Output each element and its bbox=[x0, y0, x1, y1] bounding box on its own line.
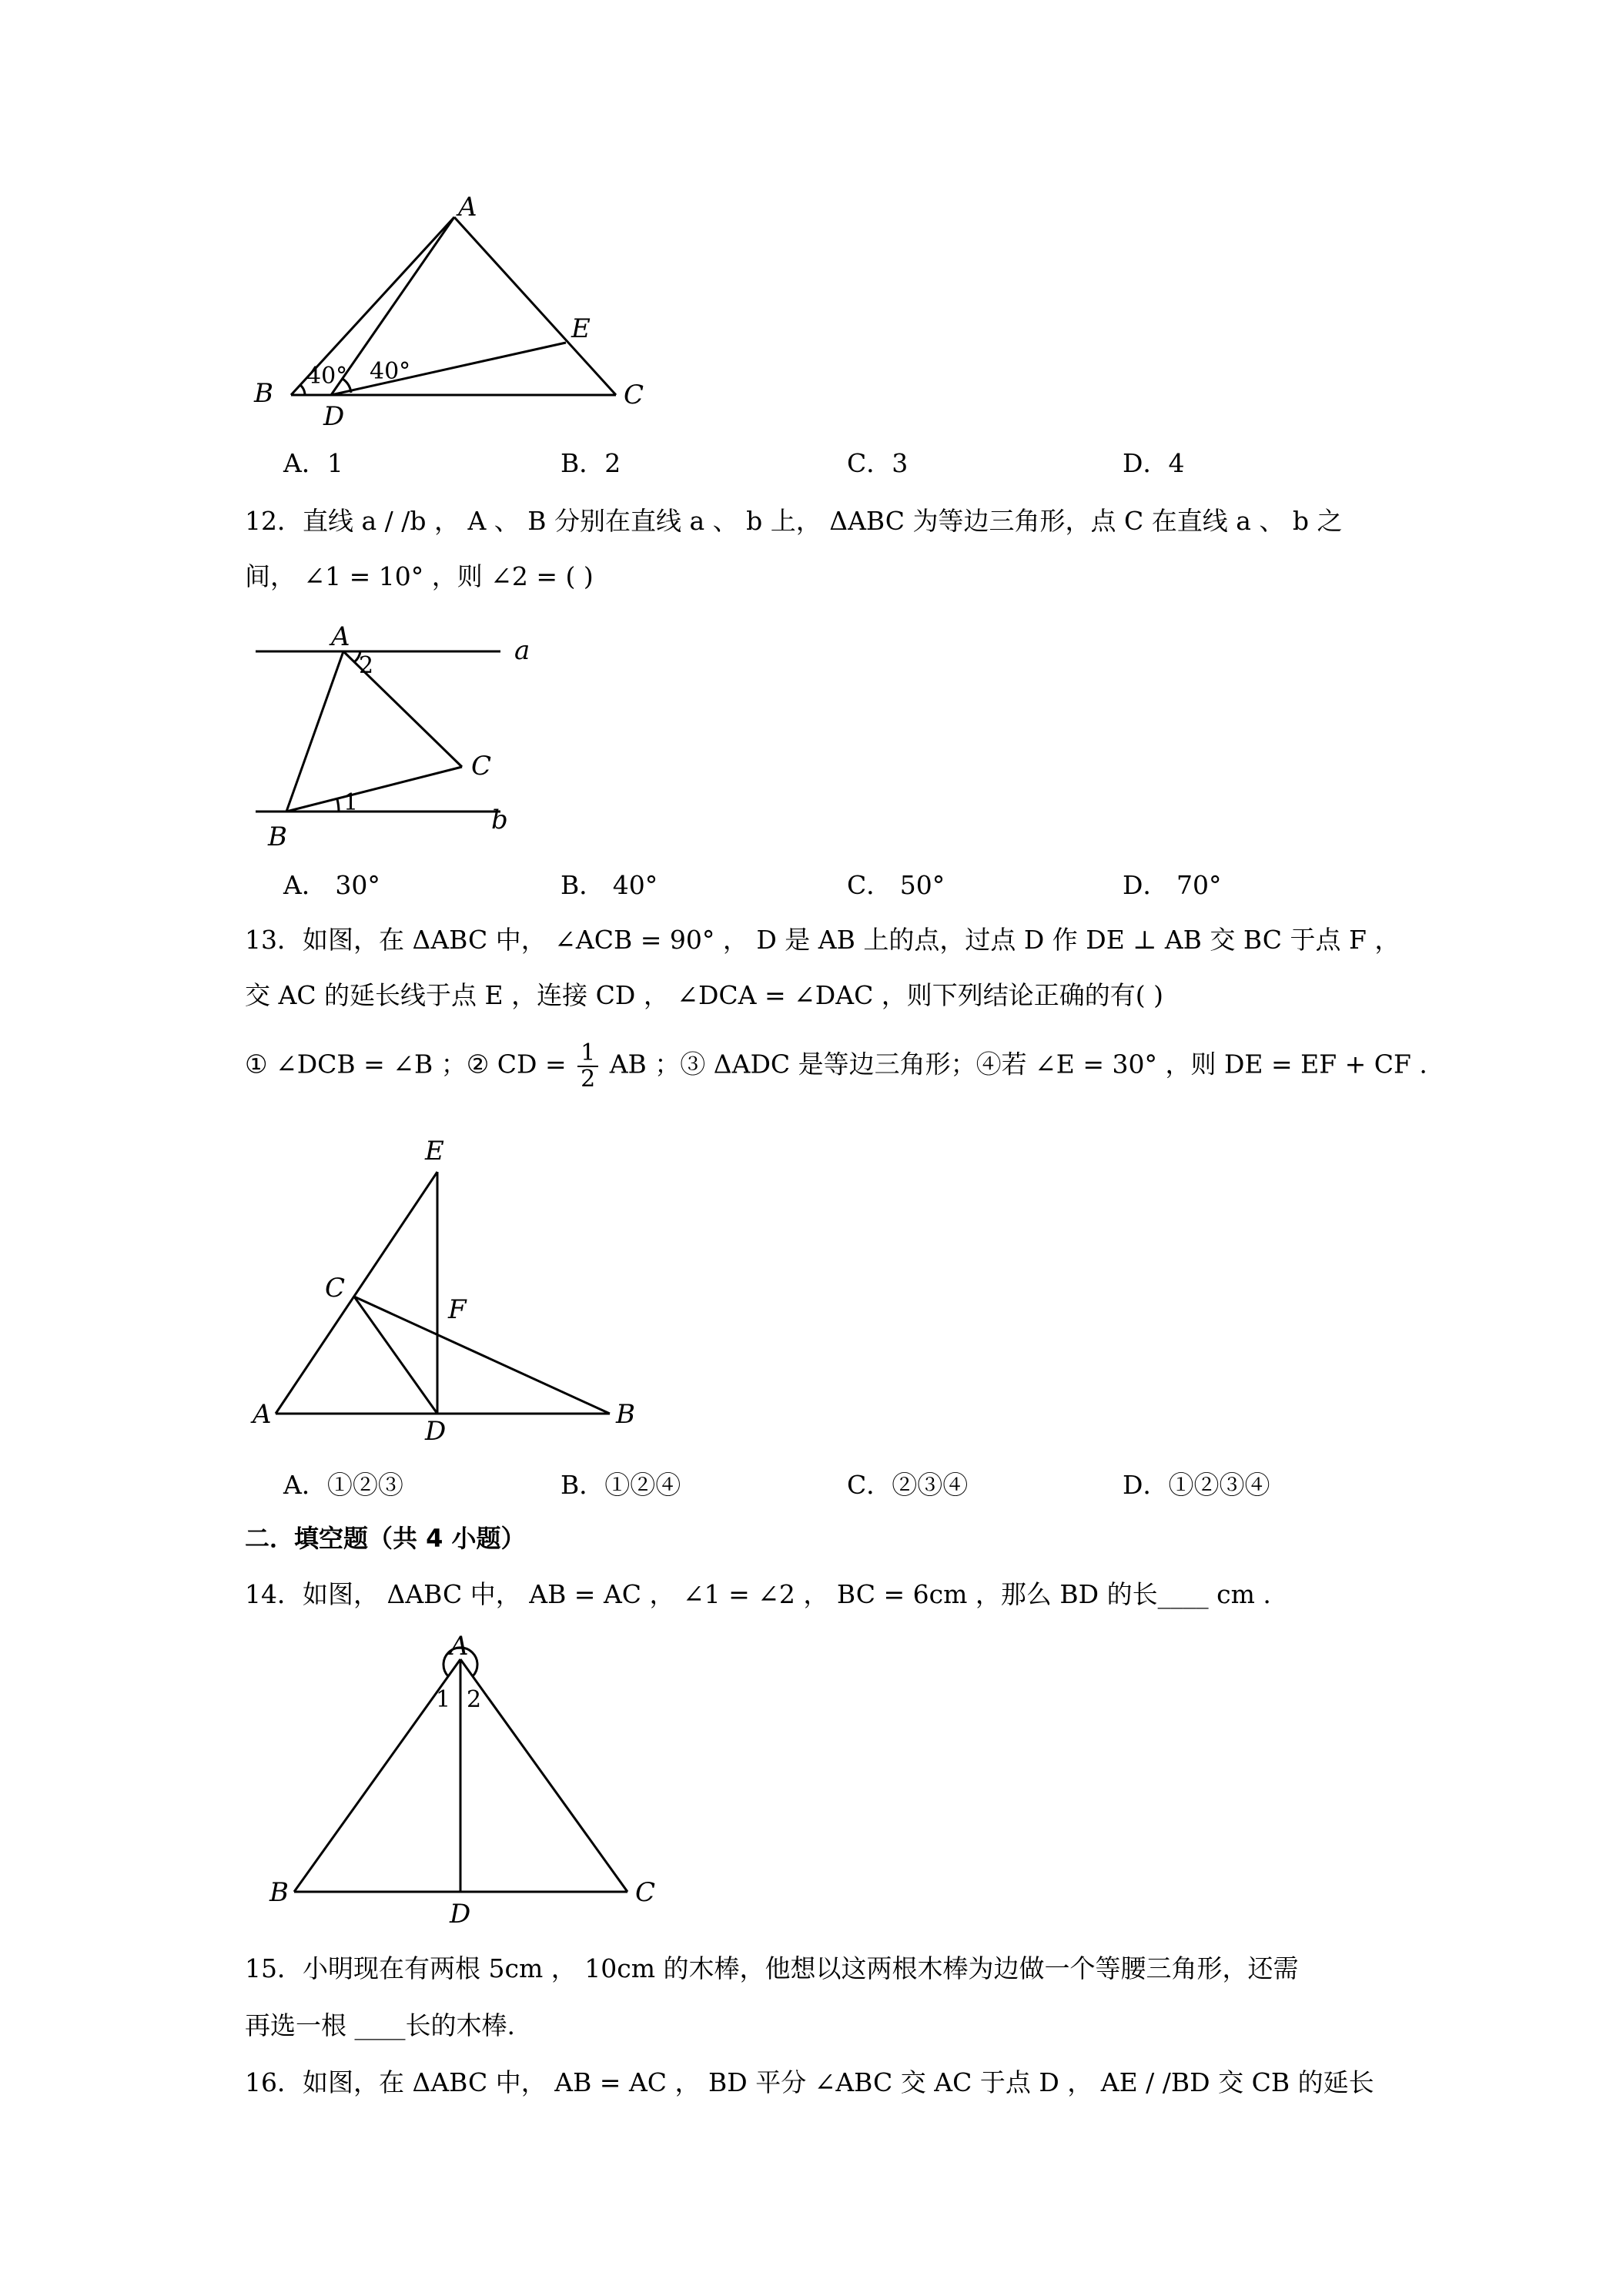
q15-text-line2: 再选一根 ____长的木棒. bbox=[245, 2010, 515, 2040]
label-e: E bbox=[425, 1136, 444, 1166]
label-line-b: b bbox=[491, 805, 508, 835]
label-c: C bbox=[471, 751, 492, 782]
q13-line3-part2: AB ；③ ΔADC 是等边三角形；④若 ∠E = 30° ，则 DE = EF + CF . bbox=[609, 1049, 1427, 1079]
q14-text: 14．如图， ΔABC 中， AB = AC ， ∠1 = ∠2 ， BC = 6cm ，那么 BD 的长____ cm . bbox=[245, 1579, 1271, 1609]
q13-line3-part1: ① ∠DCB = ∠B ；② CD = bbox=[245, 1049, 567, 1079]
label-b: B bbox=[616, 1399, 635, 1430]
label-a: A bbox=[458, 192, 477, 223]
label-e: E bbox=[571, 313, 591, 344]
side-ac bbox=[454, 217, 616, 395]
side-cb bbox=[354, 1297, 610, 1414]
line-ae bbox=[276, 1172, 437, 1414]
fraction-denominator: 2 bbox=[581, 1065, 596, 1093]
q13-option-d: D．①②③④ bbox=[1123, 1470, 1270, 1500]
label-angle-2: 2 bbox=[467, 1686, 482, 1713]
q12-option-c: C． 50° bbox=[847, 870, 945, 900]
q12-text-line1: 12．直线 a / /b ， A 、 B 分别在直线 a 、 b 上， ΔABC 为等边三角形，点 C 在直线 a 、 b 之 bbox=[245, 506, 1343, 536]
figure-q14 bbox=[246, 1631, 678, 1930]
q13-option-c: C．②③④ bbox=[847, 1470, 969, 1500]
side-ab bbox=[286, 651, 343, 812]
fraction-one-half bbox=[577, 1041, 598, 1091]
label-angle-d: 40° bbox=[370, 358, 411, 385]
label-c: C bbox=[624, 380, 644, 410]
q12-option-d: D． 70° bbox=[1123, 870, 1222, 900]
label-b: B bbox=[268, 822, 287, 852]
label-f: F bbox=[448, 1294, 467, 1325]
segment-cd bbox=[354, 1297, 437, 1414]
side-ac bbox=[460, 1659, 627, 1892]
q13-text-line2: 交 AC 的延长线于点 E ，连接 CD ， ∠DCA = ∠DAC ，则下列结论正确的有( ) bbox=[245, 980, 1164, 1010]
figure-q13 bbox=[246, 1132, 647, 1447]
angle-arc-1 bbox=[337, 799, 339, 812]
label-angle-1: 1 bbox=[436, 1686, 451, 1713]
label-b: B bbox=[254, 378, 273, 409]
q11-option-b: B．2 bbox=[561, 448, 621, 478]
section-heading: 二．填空题（共 4 小题） bbox=[245, 1524, 526, 1553]
q16-text: 16．如图，在 ΔABC 中， AB = AC ， BD 平分 ∠ABC 交 AC 于点 D ， AE / /BD 交 CB 的延长 bbox=[245, 2067, 1374, 2097]
q13-text-line1: 13．如图，在 ΔABC 中， ∠ACB = 90° ， D 是 AB 上的点，过点 D 作 DE ⊥ AB 交 BC 于点 F ， bbox=[245, 925, 1400, 955]
label-d: D bbox=[450, 1899, 471, 1930]
side-bc bbox=[286, 767, 462, 812]
q13-text-line3 bbox=[245, 1041, 1427, 1091]
label-angle-2: 2 bbox=[359, 652, 374, 679]
q11-option-d: D．4 bbox=[1123, 448, 1185, 478]
figure-q12 bbox=[246, 616, 570, 855]
label-angle-b: 40° bbox=[306, 363, 348, 390]
label-c: C bbox=[635, 1877, 656, 1908]
label-a: A bbox=[331, 621, 350, 652]
q11-option-a: A．1 bbox=[283, 448, 343, 478]
label-line-a: a bbox=[514, 635, 530, 666]
q12-text-line2: 间， ∠1 = 10° ，则 ∠2 = ( ) bbox=[245, 561, 594, 591]
segment-de bbox=[331, 343, 566, 395]
label-d: D bbox=[425, 1416, 447, 1447]
label-c: C bbox=[325, 1273, 346, 1304]
label-a: A bbox=[450, 1631, 469, 1662]
label-b: B bbox=[269, 1877, 289, 1908]
q13-option-a: A．①②③ bbox=[283, 1470, 403, 1500]
label-angle-1: 1 bbox=[343, 789, 359, 816]
label-d: D bbox=[323, 401, 345, 432]
q12-option-a: A． 30° bbox=[283, 870, 380, 900]
q11-option-c: C．3 bbox=[847, 448, 909, 478]
q15-text-line1: 15．小明现在有两根 5cm ， 10cm 的木棒，他想以这两根木棒为边做一个等腰三角形，还需 bbox=[245, 1953, 1299, 1983]
fraction-numerator: 1 bbox=[577, 1041, 598, 1067]
angle-arc-b bbox=[300, 385, 305, 395]
q12-option-b: B． 40° bbox=[561, 870, 658, 900]
figure-q11 bbox=[246, 192, 678, 432]
q13-option-b: B．①②④ bbox=[561, 1470, 681, 1500]
label-a: A bbox=[253, 1399, 272, 1430]
